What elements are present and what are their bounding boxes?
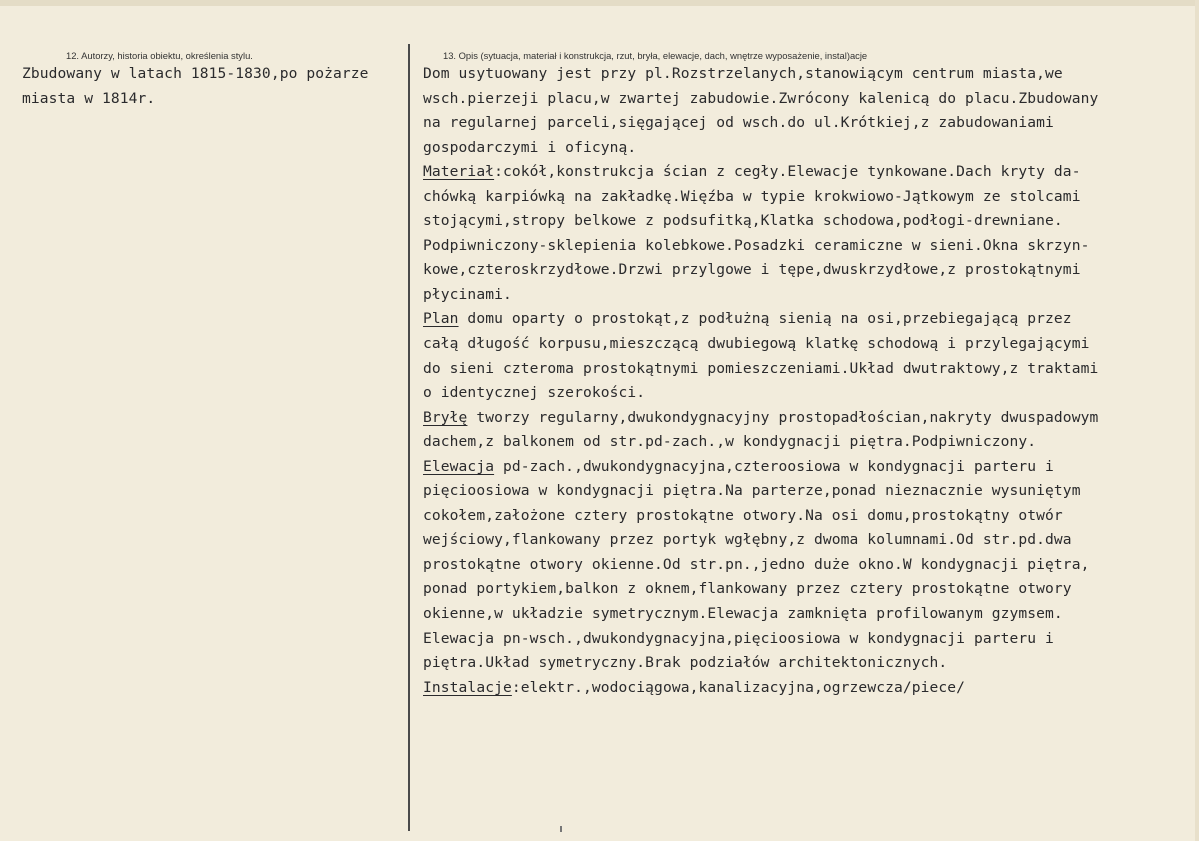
text-line <box>423 62 1193 87</box>
line-text: pięcioosiowa w kondygnacji piętra.Na parterze,ponad nieznacznie wysuniętym <box>423 482 1081 500</box>
line-text: tworzy regularny,dwukondygnacyjny prostopadłościan,nakryty dwuspadowym <box>467 408 1099 426</box>
line-text: dachem,z balkonem od str.pd-zach.,w kondygnacji piętra.Podpiwniczony. <box>423 433 1037 451</box>
description-text <box>423 62 1193 700</box>
text-line <box>423 136 1193 161</box>
text-line <box>423 676 1193 701</box>
text-line <box>423 234 1193 259</box>
line-text: Elewacja pn-wsch.,dwukondygnacyjna,pięcioosiowa w kondygnacji parteru i <box>423 629 1054 647</box>
section-heading: Plan <box>423 310 459 328</box>
line-text: Podpiwniczony-sklepienia kolebkowe.Posadzki ceramiczne w sieni.Okna skrzyn- <box>423 236 1090 254</box>
text-line <box>423 111 1193 136</box>
text-line <box>423 577 1193 602</box>
text-line <box>423 357 1193 382</box>
text-line <box>423 651 1193 676</box>
section-heading: Instalacje <box>423 678 512 696</box>
text-line <box>423 553 1193 578</box>
line-text: pd-zach.,dwukondygnacyjna,czteroosiowa w kondygnacji parteru i <box>494 457 1054 475</box>
card-top-edge <box>0 0 1199 6</box>
line-text: :cokół,konstrukcja ścian z cegły.Elewacje tynkowane.Dach kryty da- <box>494 163 1081 181</box>
line-text: Dom usytuowany jest przy pl.Rozstrzelanych,stanowiącym centrum miasta,we <box>423 65 1063 82</box>
text-line <box>423 479 1193 504</box>
text-line <box>423 627 1193 652</box>
line-text: kowe,czteroskrzydłowe.Drzwi przylgowe i tępe,dwuskrzydłowe,z prostokątnymi <box>423 261 1081 279</box>
line-text: o identycznej szerokości. <box>423 384 646 402</box>
line-text: chówką karpiówką na zakładkę.Więźba w typie krokwiowo-Jątkowym ze stolcami <box>423 187 1081 205</box>
line-text: prostokątne otwory okienne.Od str.pn.,jedno duże okno.W kondygnacji piętra, <box>423 555 1090 573</box>
text-line <box>423 258 1193 283</box>
text-line: miasta w 1814r. <box>22 89 156 107</box>
text-line: Zbudowany w latach 1815-1830,po pożarze <box>22 65 369 82</box>
section-heading: Bryłę <box>423 408 468 426</box>
text-line <box>423 209 1193 234</box>
card-right-edge <box>1195 0 1199 841</box>
text-line <box>423 528 1193 553</box>
section-heading: Materiał <box>423 163 495 181</box>
text-line <box>423 406 1193 431</box>
line-text: do sieni czteroma prostokątnymi pomieszczeniami.Układ dwutraktowy,z traktami <box>423 359 1099 377</box>
section-heading: Elewacja <box>423 457 495 475</box>
line-text: całą długość korpusu,mieszczącą dwubiegową klatkę schodową i przylegającymi <box>423 335 1090 353</box>
line-text: piętra.Układ symetryczny.Brak podziałów architektonicznych. <box>423 654 948 672</box>
line-text: płycinami. <box>423 285 512 303</box>
line-text: :elektr.,wodociągowa,kanalizacyjna,ogrzewcza/piece/ <box>511 678 966 696</box>
line-text: wejściowy,flankowany przez portyk wgłębny,z dwoma kolumnami.Od str.pd.dwa <box>423 531 1072 549</box>
text-line <box>423 602 1193 627</box>
line-text: wsch.pierzeji placu,w zwartej zabudowie.Zwrócony kalenicą do placu.Zbudowany <box>423 89 1099 107</box>
text-line <box>423 185 1193 210</box>
text-line <box>423 332 1193 357</box>
text-line <box>423 430 1193 455</box>
line-text: ponad portykiem,balkon z oknem,flankowany przez cztery prostokątne otwory <box>423 580 1072 598</box>
line-text: stojącymi,stropy belkowe z podsufitką,Klatka schodowa,podłogi-drewniane. <box>423 212 1063 230</box>
authors-history-text <box>22 62 422 111</box>
text-line <box>423 87 1193 112</box>
text-line <box>423 381 1193 406</box>
header-authors-history: 12. Autorzy, historia obiektu, określenia stylu. <box>66 50 253 61</box>
bottom-mark <box>560 826 562 832</box>
line-text: okienne,w układzie symetrycznym.Elewacja zamknięta profilowanym gzymsem. <box>423 605 1063 623</box>
text-line <box>423 504 1193 529</box>
line-text: na regularnej parceli,sięgającej od wsch.do ul.Krótkiej,z zabudowaniami <box>423 114 1054 132</box>
column-divider <box>408 44 410 831</box>
header-description: 13. Opis (sytuacja, materiał i konstrukcja, rzut, bryła, elewacje, dach, wnętrze wyposażenie, instal)acje <box>443 50 868 61</box>
text-line <box>423 307 1193 332</box>
text-line <box>423 160 1193 185</box>
line-text: gospodarczymi i oficyną. <box>423 138 637 156</box>
line-text: domu oparty o prostokąt,z podłużną sienią na osi,przebiegającą przez <box>458 310 1072 328</box>
text-line <box>423 283 1193 308</box>
line-text: cokołem,założone cztery prostokątne otwory.Na osi domu,prostokątny otwór <box>423 506 1063 524</box>
text-line <box>423 455 1193 480</box>
